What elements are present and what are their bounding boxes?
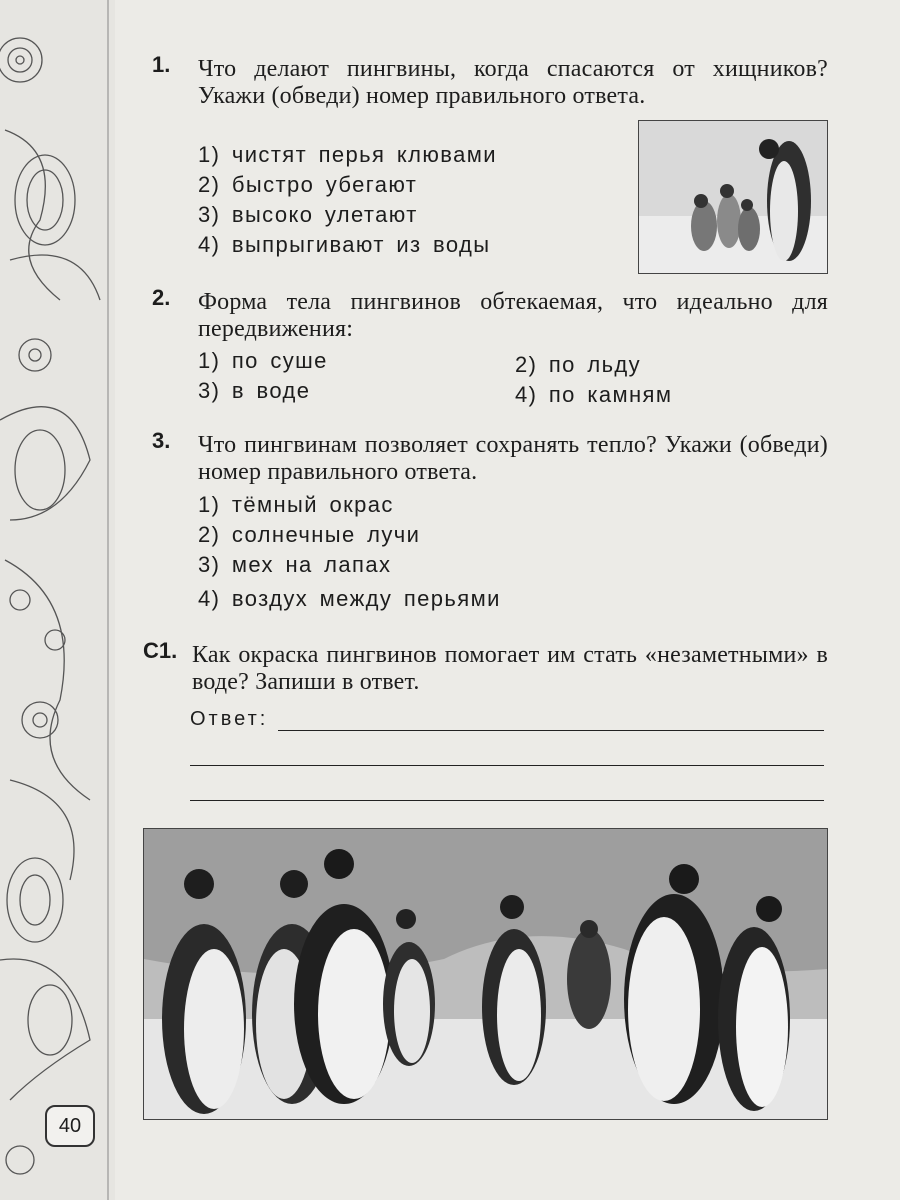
question-2-number: 2. bbox=[152, 285, 171, 310]
page-number: 40 bbox=[45, 1105, 95, 1147]
answer-line-3[interactable] bbox=[190, 800, 824, 801]
question-2-option-2[interactable]: 2) по льду bbox=[515, 352, 642, 377]
question-3-text: Что пингвинам позволяет сохранять тепло? Укажи (обведи) номер правильного ответа. bbox=[198, 432, 828, 485]
question-2-option-3[interactable]: 3) в воде bbox=[198, 378, 311, 403]
question-3-option-2[interactable]: 2) солнечные лучи bbox=[198, 522, 421, 547]
question-2-text: Форма тела пингвинов обтекаемая, что идеально для передвижения: bbox=[198, 289, 828, 342]
answer-label: Ответ: bbox=[190, 708, 269, 730]
question-c1-text: Как окраска пингвинов помогает им стать «незаметными» в воде? Запиши в ответ. bbox=[192, 642, 828, 695]
question-2-option-1[interactable]: 1) по суше bbox=[198, 348, 328, 373]
question-3-option-4[interactable]: 4) воздух между перьями bbox=[198, 586, 501, 611]
question-1-option-2[interactable]: 2) быстро убегают bbox=[198, 172, 418, 197]
question-1-option-3[interactable]: 3) высоко улетают bbox=[198, 202, 418, 227]
decorative-floral-border bbox=[0, 0, 115, 1200]
question-1-number: 1. bbox=[152, 52, 171, 77]
answer-line-2[interactable] bbox=[190, 765, 824, 766]
question-c1-number: С1. bbox=[143, 638, 178, 663]
question-2-option-4[interactable]: 4) по камням bbox=[515, 382, 673, 407]
answer-line-1[interactable] bbox=[278, 730, 824, 731]
question-3-option-1[interactable]: 1) тёмный окрас bbox=[198, 492, 394, 517]
question-3-option-3[interactable]: 3) мех на лапах bbox=[198, 552, 392, 577]
question-1-text: Что делают пингвины, когда спасаются от хищников? Укажи (обведи) номер правильного ответа. bbox=[198, 56, 828, 109]
penguin-family-photo bbox=[638, 120, 828, 274]
question-3-number: 3. bbox=[152, 428, 171, 453]
emperor-penguins-photo bbox=[143, 828, 828, 1120]
question-1-option-4[interactable]: 4) выпрыгивают из воды bbox=[198, 232, 491, 257]
question-1-option-1[interactable]: 1) чистят перья клювами bbox=[198, 142, 497, 167]
